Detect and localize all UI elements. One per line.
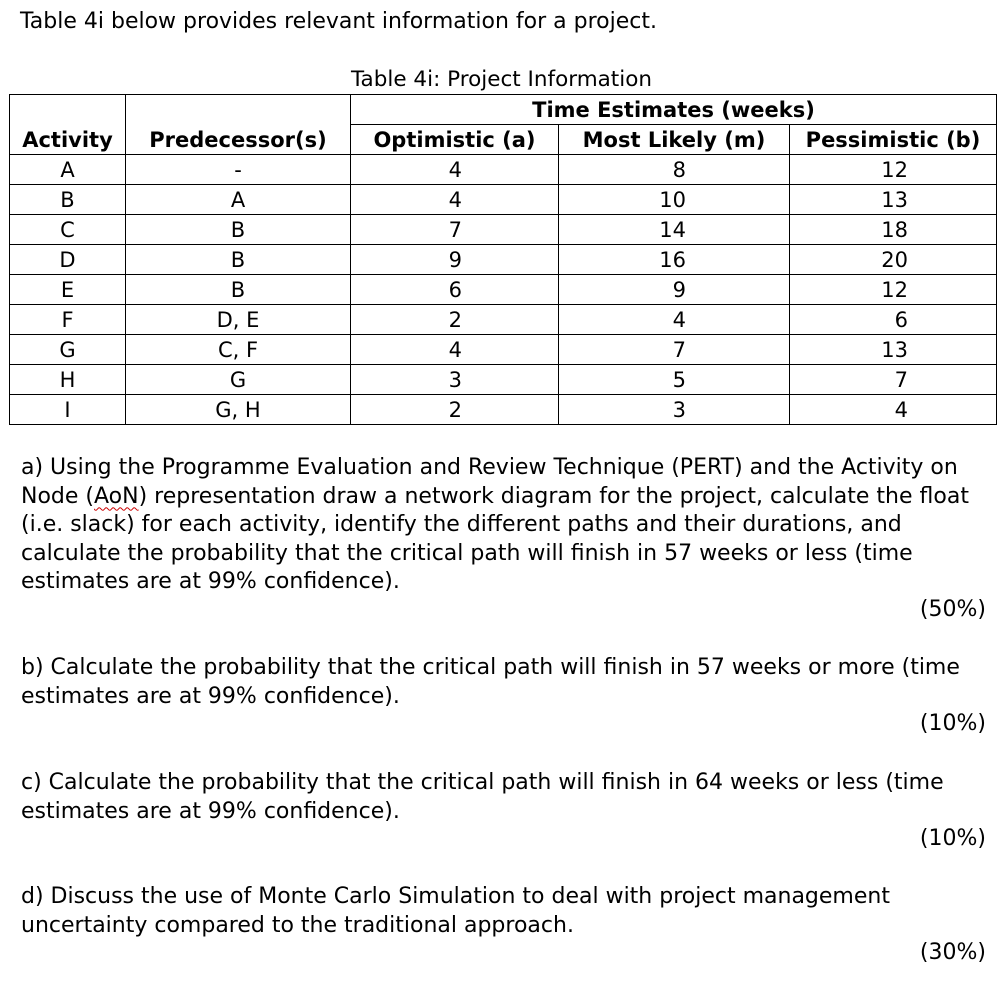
- optimistic-cell: 2: [351, 395, 559, 425]
- table-header-row-top: [10, 95, 997, 125]
- predecessor-cell: D, E: [126, 305, 351, 335]
- activity-cell: C: [10, 215, 126, 245]
- most-likely-cell: 8: [559, 155, 790, 185]
- activity-cell: H: [10, 365, 126, 395]
- table-row: [10, 245, 997, 275]
- spellcheck-flagged-word[interactable]: AoN: [94, 483, 139, 509]
- predecessor-cell: A: [126, 185, 351, 215]
- optimistic-cell: 3: [351, 365, 559, 395]
- optimistic-cell: 4: [351, 185, 559, 215]
- most-likely-cell: 3: [559, 395, 790, 425]
- pessimistic-cell: 6: [790, 305, 997, 335]
- optimistic-cell: 4: [351, 155, 559, 185]
- activity-cell: A: [10, 155, 126, 185]
- most-likely-cell: 16: [559, 245, 790, 275]
- activity-cell: B: [10, 185, 126, 215]
- optimistic-cell: 9: [351, 245, 559, 275]
- pessimistic-cell: 12: [790, 275, 997, 305]
- optimistic-cell: 6: [351, 275, 559, 305]
- question-c-marks: (10%): [919, 826, 986, 851]
- predecessor-cell: C, F: [126, 335, 351, 365]
- predecessor-cell: -: [126, 155, 351, 185]
- most-likely-cell: 10: [559, 185, 790, 215]
- predecessor-cell: G, H: [126, 395, 351, 425]
- activity-cell: F: [10, 305, 126, 335]
- question-b: b) Calculate the probability that the critical path will finish in 57 weeks or more (time estimates are at 99% confidence).: [21, 655, 960, 709]
- header-time-estimates: Time Estimates (weeks): [351, 95, 997, 125]
- optimistic-cell: 7: [351, 215, 559, 245]
- question-c: c) Calculate the probability that the critical path will finish in 64 weeks or less (time estimates are at 99% confidence).: [21, 770, 944, 824]
- predecessor-cell: B: [126, 245, 351, 275]
- predecessor-cell: B: [126, 275, 351, 305]
- pessimistic-cell: 20: [790, 245, 997, 275]
- optimistic-cell: 4: [351, 335, 559, 365]
- pessimistic-cell: 12: [790, 155, 997, 185]
- table-row: [10, 365, 997, 395]
- table-row: [10, 155, 997, 185]
- question-a-marks: (50%): [919, 597, 986, 622]
- most-likely-cell: 5: [559, 365, 790, 395]
- table-row: [10, 275, 997, 305]
- table-row: [10, 305, 997, 335]
- question-d: d) Discuss the use of Monte Carlo Simulation to deal with project management uncertainty compared to the traditional approach.: [21, 884, 890, 938]
- header-most-likely: Most Likely (m): [559, 125, 790, 155]
- question-a: [21, 454, 986, 597]
- optimistic-cell: 2: [351, 305, 559, 335]
- activity-cell: G: [10, 335, 126, 365]
- header-pessimistic: Pessimistic (b): [790, 125, 997, 155]
- project-information-table: [9, 94, 997, 425]
- intro-text: Table 4i below provides relevant information for a project.: [20, 9, 657, 34]
- pessimistic-cell: 7: [790, 365, 997, 395]
- most-likely-cell: 7: [559, 335, 790, 365]
- activity-cell: D: [10, 245, 126, 275]
- activity-cell: E: [10, 275, 126, 305]
- table-caption: Table 4i: Project Information: [350, 67, 652, 92]
- table-row: [10, 215, 997, 245]
- question-b-marks: (10%): [919, 711, 986, 736]
- most-likely-cell: 4: [559, 305, 790, 335]
- question-a-text-end: ) representation draw a network diagram for the project, calculate the float (i.e. slack) for each activity, identify the different paths and their durations, and calculate the probability that the critical path will finish in 57 weeks or less (time estimates are at 99% confidence).: [21, 483, 969, 594]
- header-predecessors: Predecessor(s): [126, 95, 351, 155]
- pessimistic-cell: 18: [790, 215, 997, 245]
- table-row: [10, 185, 997, 215]
- table-row: [10, 335, 997, 365]
- predecessor-cell: B: [126, 215, 351, 245]
- most-likely-cell: 14: [559, 215, 790, 245]
- table-row: [10, 395, 997, 425]
- header-activity: Activity: [10, 95, 126, 155]
- most-likely-cell: 9: [559, 275, 790, 305]
- pessimistic-cell: 13: [790, 185, 997, 215]
- activity-cell: I: [10, 395, 126, 425]
- header-optimistic: Optimistic (a): [351, 125, 559, 155]
- pessimistic-cell: 13: [790, 335, 997, 365]
- question-a-text-start: a) Using the Programme Evaluation and Review Technique (PERT) and the Activity on Node (: [21, 455, 958, 509]
- predecessor-cell: G: [126, 365, 351, 395]
- pessimistic-cell: 4: [790, 395, 997, 425]
- question-d-marks: (30%): [919, 940, 986, 965]
